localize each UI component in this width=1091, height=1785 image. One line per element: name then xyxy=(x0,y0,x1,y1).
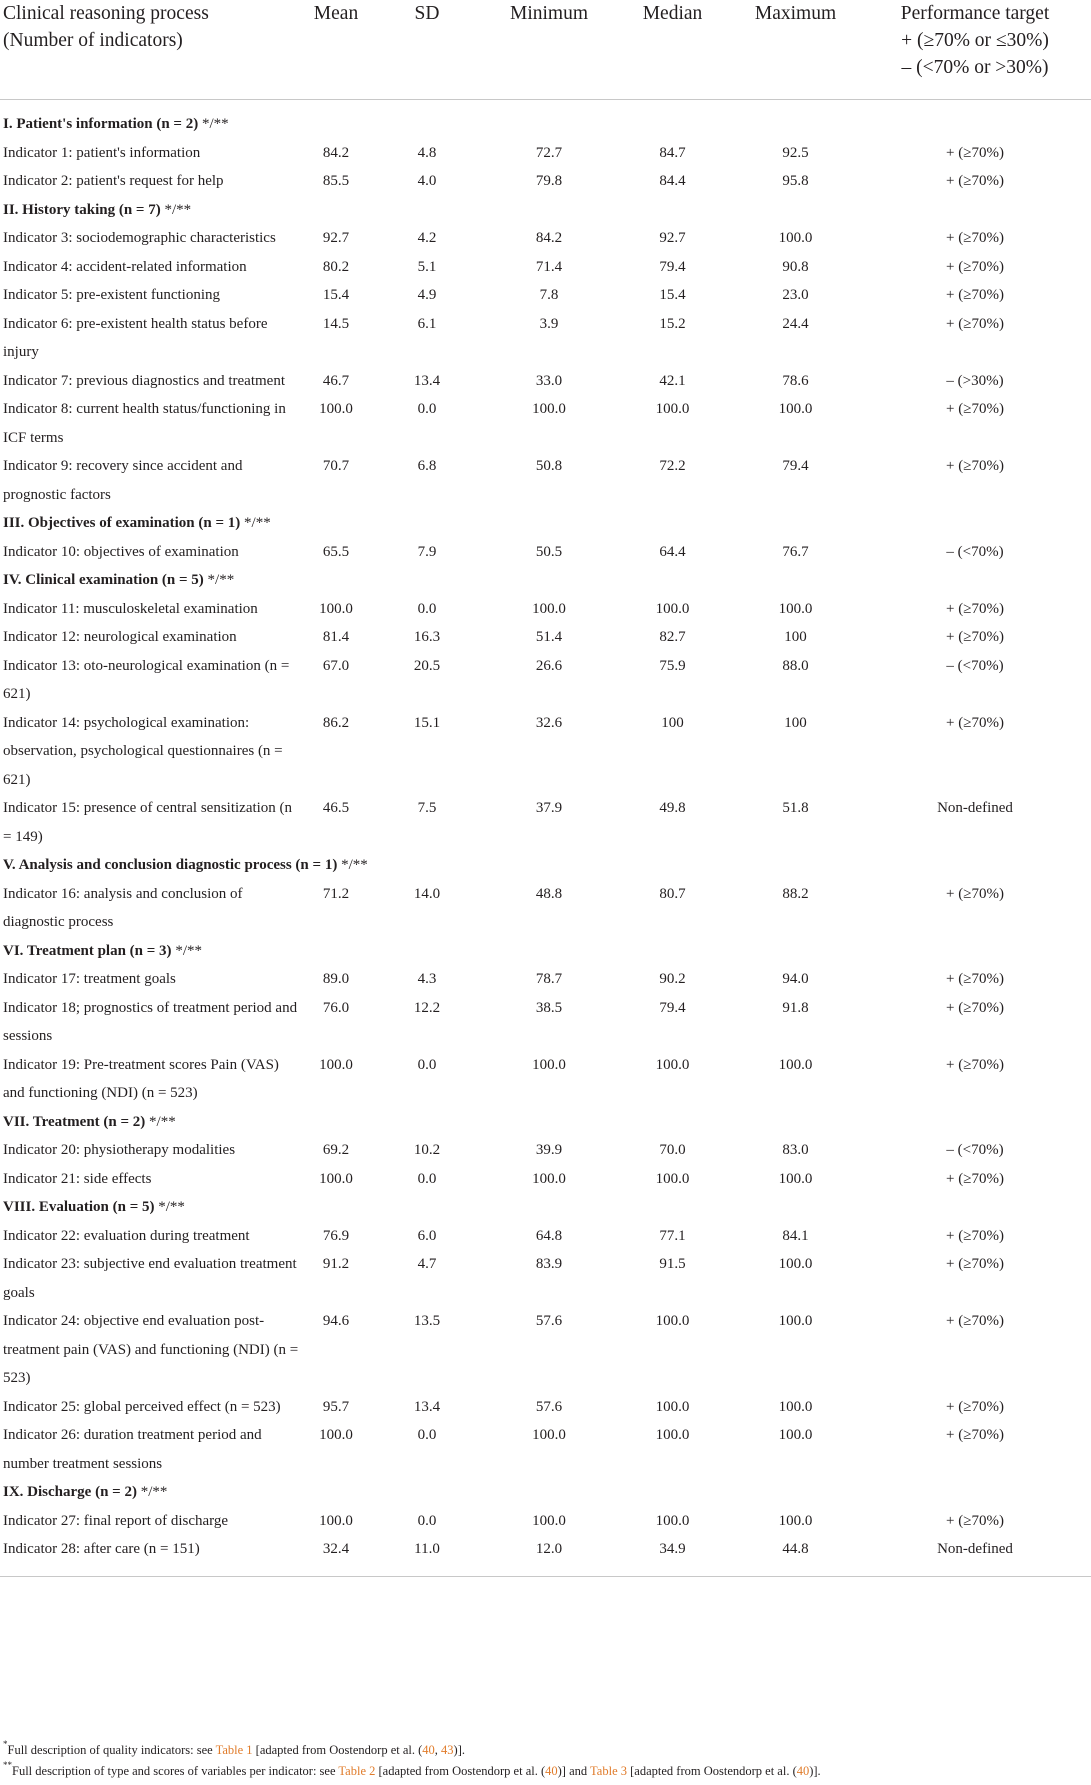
table-row xyxy=(0,224,1091,253)
table-row xyxy=(0,994,1091,1051)
maximum-cell: 100.0 xyxy=(778,401,813,417)
median-cell: 100.0 xyxy=(655,1056,690,1073)
table-row xyxy=(0,623,1091,652)
sd-cell: 6.1 xyxy=(417,315,437,332)
table-row xyxy=(0,652,1091,709)
minimum-cell: 26.6 xyxy=(535,657,563,674)
maximum-cell: 100.0 xyxy=(778,1512,813,1529)
mean-cell: 100.0 xyxy=(319,1427,353,1443)
table-row xyxy=(0,395,1091,452)
header-sd: SD xyxy=(369,0,485,100)
performance-target-cell: + (≥70%) xyxy=(946,1056,1004,1073)
indicator-name-cell: Indicator 24: objective end evaluation post-treatment pain (VAS) and functioning (NDI) (n = 523) xyxy=(3,1313,299,1386)
indicator-name-cell: Indicator 4: accident-related information xyxy=(3,258,247,275)
indicator-name-cell: Indicator 22: evaluation during treatment xyxy=(3,1227,250,1244)
footnote-2-text-3: )] and xyxy=(557,1764,591,1778)
performance-target-cell: – (<70%) xyxy=(946,657,1004,674)
performance-target-cell: + (≥70%) xyxy=(946,1427,1004,1443)
maximum-cell: 84.1 xyxy=(782,1227,809,1244)
footnote-1-text: Full description of quality indicators: see xyxy=(7,1743,216,1757)
median-cell: 84.7 xyxy=(659,144,686,161)
table-row xyxy=(0,1222,1091,1251)
section-title xyxy=(0,851,1091,880)
median-cell: 77.1 xyxy=(659,1227,686,1244)
mean-cell: 32.4 xyxy=(303,1535,369,1576)
sd-cell: 0.0 xyxy=(417,1056,437,1073)
median-cell: 79.4 xyxy=(659,999,686,1016)
minimum-cell: 50.5 xyxy=(535,543,563,560)
minimum-cell: 38.5 xyxy=(535,999,563,1016)
mean-cell: 100.0 xyxy=(319,1056,353,1073)
median-cell: 100.0 xyxy=(655,1313,690,1329)
performance-target-cell: + (≥70%) xyxy=(946,144,1004,161)
section-row xyxy=(0,1108,1091,1137)
mean-cell: 89.0 xyxy=(322,971,350,987)
indicator-name-cell: Indicator 8: current health status/functioning in ICF terms xyxy=(3,401,286,446)
minimum-cell: 100.0 xyxy=(532,1170,566,1187)
median-cell: 100.0 xyxy=(655,1398,690,1415)
footnote-1-text-3: , xyxy=(434,1743,442,1757)
footnote-2-text-5: )]. xyxy=(809,1764,821,1778)
mean-cell: 46.5 xyxy=(322,800,350,816)
header-median: Median xyxy=(613,0,732,100)
minimum-cell: 57.6 xyxy=(535,1313,563,1329)
section-row xyxy=(0,100,1091,139)
performance-target-cell: + (≥70%) xyxy=(946,287,1004,303)
median-cell: 15.2 xyxy=(659,315,686,332)
performance-target-cell: – (>30%) xyxy=(946,372,1004,389)
indicator-name-cell: Indicator 21: side effects xyxy=(3,1170,152,1187)
table-row xyxy=(0,709,1091,795)
mean-cell: 65.5 xyxy=(322,543,350,560)
table-row xyxy=(0,452,1091,509)
maximum-cell: 88.2 xyxy=(782,885,809,902)
indicator-name-cell: Indicator 7: previous diagnostics and treatment xyxy=(3,372,286,389)
maximum-cell: 78.6 xyxy=(782,372,809,389)
indicator-name-cell: Indicator 20: physiotherapy modalities xyxy=(3,1142,236,1158)
sd-cell: 4.2 xyxy=(417,230,437,246)
table-body xyxy=(0,100,1091,1577)
performance-target-cell: + (≥70%) xyxy=(946,458,1004,474)
maximum-cell: 100 xyxy=(784,714,807,731)
minimum-cell: 33.0 xyxy=(535,372,563,389)
section-footnote-marks: */** xyxy=(136,1484,168,1500)
indicator-name-cell: Indicator 16: analysis and conclusion of diagnostic process xyxy=(3,885,243,930)
mean-cell: 91.2 xyxy=(322,1256,350,1272)
table-row xyxy=(0,1165,1091,1194)
mean-cell: 94.6 xyxy=(322,1313,350,1329)
sd-cell: 6.0 xyxy=(417,1227,437,1244)
sd-cell: 0.0 xyxy=(417,1512,437,1529)
sd-cell: 15.1 xyxy=(413,714,441,731)
footnote-1-text-2: [adapted from Oostendorp et al. ( xyxy=(252,1743,423,1757)
indicator-name-cell: Indicator 18; prognostics of treatment period and sessions xyxy=(3,999,298,1044)
indicator-name-cell: Indicator 14: psychological examination: observation, psychological questionnaires (n = 621) xyxy=(3,714,283,788)
maximum-cell: 100.0 xyxy=(778,1313,813,1329)
header-target-line1: Performance target xyxy=(900,3,1050,24)
table-row xyxy=(0,1535,1091,1576)
table-row xyxy=(0,595,1091,624)
median-cell: 72.2 xyxy=(659,458,686,474)
table-row xyxy=(0,167,1091,196)
mean-cell: 100.0 xyxy=(319,600,353,617)
reference-40-link[interactable]: 40 xyxy=(796,1764,810,1778)
mean-cell: 86.2 xyxy=(322,714,350,731)
maximum-cell: 95.8 xyxy=(782,173,809,189)
section-title xyxy=(0,100,1091,139)
section-row xyxy=(0,566,1091,595)
performance-target-cell: + (≥70%) xyxy=(946,1256,1004,1272)
section-title xyxy=(0,566,1091,595)
minimum-cell: 37.9 xyxy=(535,800,563,816)
maximum-cell: 100.0 xyxy=(778,600,813,617)
performance-target-cell: – (<70%) xyxy=(946,543,1004,560)
header-process xyxy=(0,0,303,100)
section-row xyxy=(0,509,1091,538)
median-cell: 100.0 xyxy=(655,1170,690,1187)
median-cell: 79.4 xyxy=(659,258,686,275)
indicator-name-cell: Indicator 6: pre-existent health status before injury xyxy=(3,315,268,360)
median-cell: 100 xyxy=(661,714,684,731)
median-cell: 82.7 xyxy=(659,629,686,645)
minimum-cell: 72.7 xyxy=(535,144,563,161)
indicator-name-cell: Indicator 15: presence of central sensitization (n = 149) xyxy=(3,800,293,845)
sd-cell: 11.0 xyxy=(369,1535,485,1576)
table-3-link[interactable]: Table 3 xyxy=(590,1764,627,1778)
footnote-2-text: Full description of type and scores of variables per indicator: see xyxy=(12,1764,339,1778)
table-row xyxy=(0,794,1091,851)
maximum-cell: 90.8 xyxy=(782,258,809,275)
minimum-cell: 50.8 xyxy=(535,458,563,474)
mean-cell: 15.4 xyxy=(322,287,350,303)
median-cell: 91.5 xyxy=(659,1256,686,1272)
median-cell: 42.1 xyxy=(659,372,686,389)
performance-target-cell: + (≥70%) xyxy=(946,1170,1004,1187)
median-cell: 34.9 xyxy=(613,1535,732,1576)
section-footnote-marks: */** xyxy=(160,201,192,218)
median-cell: 90.2 xyxy=(659,971,686,987)
sd-cell: 0.0 xyxy=(417,600,437,617)
maximum-cell: 94.0 xyxy=(782,971,809,987)
table-row xyxy=(0,1136,1091,1165)
section-label: III. Objectives of examination (n = 1) xyxy=(3,515,241,531)
header-mean: Mean xyxy=(303,0,369,100)
sd-cell: 7.9 xyxy=(417,543,437,560)
table-row xyxy=(0,139,1091,168)
footnote-1-text-4: )]. xyxy=(453,1743,465,1757)
table-header xyxy=(0,0,1091,100)
mean-cell: 69.2 xyxy=(322,1142,350,1158)
section-title xyxy=(0,196,1091,225)
header-target-line3: – (<70% or >30%) xyxy=(901,57,1049,78)
footnote-1-mark: * xyxy=(3,1739,8,1749)
indicator-name-cell: Indicator 11: musculoskeletal examination xyxy=(3,600,258,617)
section-label: II. History taking (n = 7) xyxy=(3,201,161,218)
header-performance-target xyxy=(859,0,1091,100)
indicator-name-cell: Indicator 23: subjective end evaluation treatment goals xyxy=(3,1256,297,1301)
performance-target-cell: Non-defined xyxy=(937,800,1013,816)
minimum-cell: 51.4 xyxy=(535,629,563,645)
median-cell: 100.0 xyxy=(655,600,690,617)
reference-40-link[interactable]: 40 xyxy=(422,1743,435,1757)
indicator-name-cell: Indicator 19: Pre-treatment scores Pain (VAS) and functioning (NDI) (n = 523) xyxy=(3,1056,279,1101)
maximum-cell: 100.0 xyxy=(778,1398,813,1415)
performance-target-cell: + (≥70%) xyxy=(946,401,1004,417)
sd-cell: 4.0 xyxy=(417,173,437,189)
maximum-cell: 23.0 xyxy=(782,287,809,303)
maximum-cell: 88.0 xyxy=(782,657,809,674)
mean-cell: 71.2 xyxy=(322,885,350,902)
header-process-line1: Clinical reasoning process xyxy=(3,3,209,24)
sd-cell: 4.7 xyxy=(417,1256,437,1272)
mean-cell: 70.7 xyxy=(322,458,350,474)
section-label: VIII. Evaluation (n = 5) xyxy=(3,1199,155,1215)
median-cell: 49.8 xyxy=(659,800,686,816)
maximum-cell: 44.8 xyxy=(732,1535,859,1576)
mean-cell: 95.7 xyxy=(322,1398,350,1415)
mean-cell: 84.2 xyxy=(322,144,350,161)
sd-cell: 0.0 xyxy=(417,1170,437,1187)
maximum-cell: 83.0 xyxy=(782,1142,809,1158)
maximum-cell: 92.5 xyxy=(782,144,809,161)
section-row xyxy=(0,1193,1091,1222)
footnote-2-text-2: [adapted from Oostendorp et al. ( xyxy=(375,1764,546,1778)
performance-target-cell: + (≥70%) xyxy=(946,1512,1004,1529)
minimum-cell: 78.7 xyxy=(535,971,563,987)
footnote-1 xyxy=(3,1740,1083,1761)
maximum-cell: 91.8 xyxy=(782,999,809,1016)
performance-target-cell: + (≥70%) xyxy=(946,230,1004,246)
section-footnote-marks: */** xyxy=(145,1113,176,1130)
section-footnote-marks: */** xyxy=(171,942,202,959)
median-cell: 15.4 xyxy=(659,287,686,303)
performance-target-cell: + (≥70%) xyxy=(946,600,1004,617)
maximum-cell: 76.7 xyxy=(782,543,809,560)
median-cell: 64.4 xyxy=(659,543,686,560)
footnote-2-mark: ** xyxy=(3,1760,12,1770)
table-row xyxy=(0,1250,1091,1307)
section-title xyxy=(0,509,1091,538)
table-footnotes xyxy=(3,1740,1083,1782)
section-row xyxy=(0,851,1091,880)
sd-cell: 10.2 xyxy=(413,1142,441,1158)
maximum-cell: 100.0 xyxy=(778,1170,813,1187)
maximum-cell: 79.4 xyxy=(782,458,809,474)
mean-cell: 76.0 xyxy=(322,999,350,1016)
minimum-cell: 100.0 xyxy=(532,600,566,617)
mean-cell: 100.0 xyxy=(319,1512,353,1529)
section-label: VI. Treatment plan (n = 3) xyxy=(3,942,172,959)
indicator-name-cell: Indicator 25: global perceived effect (n = 523) xyxy=(3,1398,281,1415)
minimum-cell: 64.8 xyxy=(535,1227,563,1244)
table-row xyxy=(0,1507,1091,1536)
median-cell: 100.0 xyxy=(655,401,690,417)
median-cell: 100.0 xyxy=(655,1427,690,1443)
table-row xyxy=(0,253,1091,282)
indicator-name-cell: Indicator 17: treatment goals xyxy=(3,971,176,987)
section-footnote-marks: */** xyxy=(240,515,271,531)
indicator-name-cell: Indicator 10: objectives of examination xyxy=(3,543,239,560)
performance-target-cell: + (≥70%) xyxy=(946,885,1004,902)
table-2-link[interactable]: Table 2 xyxy=(338,1764,376,1778)
header-maximum: Maximum xyxy=(732,0,859,100)
table-row xyxy=(0,538,1091,567)
minimum-cell: 100.0 xyxy=(532,1056,566,1073)
mean-cell: 76.9 xyxy=(322,1227,350,1244)
minimum-cell: 32.6 xyxy=(535,714,563,731)
indicator-name-cell: Indicator 3: sociodemographic characteristics xyxy=(3,230,276,246)
minimum-cell: 100.0 xyxy=(532,401,566,417)
performance-target-cell: + (≥70%) xyxy=(946,315,1004,332)
section-footnote-marks: */** xyxy=(198,116,229,132)
table-row xyxy=(0,1421,1091,1478)
median-cell: 80.7 xyxy=(659,885,686,902)
sd-cell: 6.8 xyxy=(417,458,437,474)
section-row xyxy=(0,196,1091,225)
indicator-name-cell: Indicator 2: patient's request for help xyxy=(3,173,224,189)
mean-cell: 80.2 xyxy=(322,258,350,275)
header-target-line2: + (≥70% or ≤30%) xyxy=(901,30,1049,51)
table-row xyxy=(0,1307,1091,1393)
reference-40-link[interactable]: 40 xyxy=(545,1764,558,1778)
performance-target-cell: + (≥70%) xyxy=(946,1227,1004,1244)
header-process-line2: (Number of indicators) xyxy=(3,30,183,51)
maximum-cell: 100.0 xyxy=(778,1056,813,1073)
performance-target-cell: + (≥70%) xyxy=(946,714,1004,731)
sd-cell: 5.1 xyxy=(417,258,437,275)
mean-cell: 46.7 xyxy=(322,372,350,389)
minimum-cell: 12.0 xyxy=(485,1535,613,1576)
minimum-cell: 39.9 xyxy=(535,1142,563,1158)
mean-cell: 67.0 xyxy=(322,657,350,674)
median-cell: 100.0 xyxy=(655,1512,690,1529)
section-label: I. Patient's information (n = 2) xyxy=(3,116,199,132)
table-row xyxy=(0,310,1091,367)
sd-cell: 7.5 xyxy=(417,800,437,816)
sd-cell: 20.5 xyxy=(413,657,441,674)
section-label: IX. Discharge (n = 2) xyxy=(3,1484,137,1500)
maximum-cell: 24.4 xyxy=(782,315,809,332)
sd-cell: 0.0 xyxy=(417,401,437,417)
indicator-name-cell: Indicator 5: pre-existent functioning xyxy=(3,287,221,303)
section-title xyxy=(0,1193,1091,1222)
performance-target-cell: + (≥70%) xyxy=(946,1313,1004,1329)
section-row xyxy=(0,937,1091,966)
sd-cell: 4.9 xyxy=(417,287,437,303)
performance-target-cell: Non-defined xyxy=(859,1535,1091,1576)
mean-cell: 14.5 xyxy=(322,315,350,332)
sd-cell: 13.4 xyxy=(413,372,441,389)
section-label: V. Analysis and conclusion diagnostic process (n = 1) xyxy=(3,857,338,873)
section-label: IV. Clinical examination (n = 5) xyxy=(3,572,204,588)
section-footnote-marks: */** xyxy=(203,572,235,588)
minimum-cell: 100.0 xyxy=(532,1512,566,1529)
maximum-cell: 51.8 xyxy=(782,800,809,816)
minimum-cell: 3.9 xyxy=(539,315,559,332)
minimum-cell: 71.4 xyxy=(535,258,563,275)
footnote-2-text-4: [adapted from Oostendorp et al. ( xyxy=(627,1764,797,1778)
sd-cell: 13.5 xyxy=(413,1313,441,1329)
mean-cell: 92.7 xyxy=(322,230,350,246)
footnote-2 xyxy=(3,1761,1083,1782)
section-title xyxy=(0,1108,1091,1137)
sd-cell: 0.0 xyxy=(417,1427,437,1443)
table-row xyxy=(0,880,1091,937)
mean-cell: 100.0 xyxy=(319,401,353,417)
table-row xyxy=(0,1051,1091,1108)
minimum-cell: 79.8 xyxy=(535,173,563,189)
section-footnote-marks: */** xyxy=(337,857,368,873)
performance-target-cell: + (≥70%) xyxy=(946,1398,1004,1415)
header-minimum: Minimum xyxy=(485,0,613,100)
performance-target-cell: – (<70%) xyxy=(946,1142,1004,1158)
mean-cell: 100.0 xyxy=(319,1170,353,1187)
minimum-cell: 7.8 xyxy=(539,287,559,303)
mean-cell: 81.4 xyxy=(322,629,350,645)
indicator-name-cell: Indicator 9: recovery since accident and prognostic factors xyxy=(3,458,243,503)
minimum-cell: 100.0 xyxy=(532,1427,566,1443)
median-cell: 70.0 xyxy=(659,1142,686,1158)
table-row xyxy=(0,367,1091,396)
median-cell: 92.7 xyxy=(659,230,686,246)
section-title xyxy=(0,937,1091,966)
performance-target-cell: + (≥70%) xyxy=(946,629,1004,645)
performance-target-cell: + (≥70%) xyxy=(946,258,1004,275)
performance-target-cell: + (≥70%) xyxy=(946,971,1004,987)
minimum-cell: 83.9 xyxy=(535,1256,563,1272)
maximum-cell: 100.0 xyxy=(778,230,813,246)
maximum-cell: 100.0 xyxy=(778,1256,813,1272)
table-row xyxy=(0,281,1091,310)
sd-cell: 4.3 xyxy=(417,971,437,987)
indicator-name-cell: Indicator 28: after care (n = 151) xyxy=(0,1535,303,1576)
sd-cell: 4.8 xyxy=(417,144,437,161)
performance-target-cell: + (≥70%) xyxy=(946,999,1004,1016)
mean-cell: 85.5 xyxy=(322,173,350,189)
maximum-cell: 100.0 xyxy=(778,1427,813,1443)
sd-cell: 16.3 xyxy=(413,629,441,645)
indicator-name-cell: Indicator 27: final report of discharge xyxy=(3,1512,229,1529)
median-cell: 75.9 xyxy=(659,657,686,674)
section-footnote-marks: */** xyxy=(154,1199,185,1215)
table-row xyxy=(0,965,1091,994)
minimum-cell: 57.6 xyxy=(535,1398,563,1415)
indicator-name-cell: Indicator 1: patient's information xyxy=(3,144,201,161)
minimum-cell: 48.8 xyxy=(535,885,563,902)
table-row xyxy=(0,1393,1091,1422)
performance-target-cell: + (≥70%) xyxy=(946,173,1004,189)
indicator-name-cell: Indicator 13: oto-neurological examination (n = 621) xyxy=(3,657,290,702)
median-cell: 84.4 xyxy=(659,173,686,189)
section-row xyxy=(0,1478,1091,1507)
sd-cell: 14.0 xyxy=(413,885,441,902)
maximum-cell: 100 xyxy=(784,629,807,645)
sd-cell: 12.2 xyxy=(413,999,441,1016)
section-title xyxy=(0,1478,1091,1507)
indicator-name-cell: Indicator 12: neurological examination xyxy=(3,629,237,645)
table-1-link[interactable]: Table 1 xyxy=(215,1743,253,1757)
minimum-cell: 84.2 xyxy=(535,230,563,246)
reference-43-link[interactable]: 43 xyxy=(441,1743,454,1757)
indicator-name-cell: Indicator 26: duration treatment period and number treatment sessions xyxy=(3,1427,262,1472)
sd-cell: 13.4 xyxy=(413,1398,441,1415)
section-label: VII. Treatment (n = 2) xyxy=(3,1113,146,1130)
